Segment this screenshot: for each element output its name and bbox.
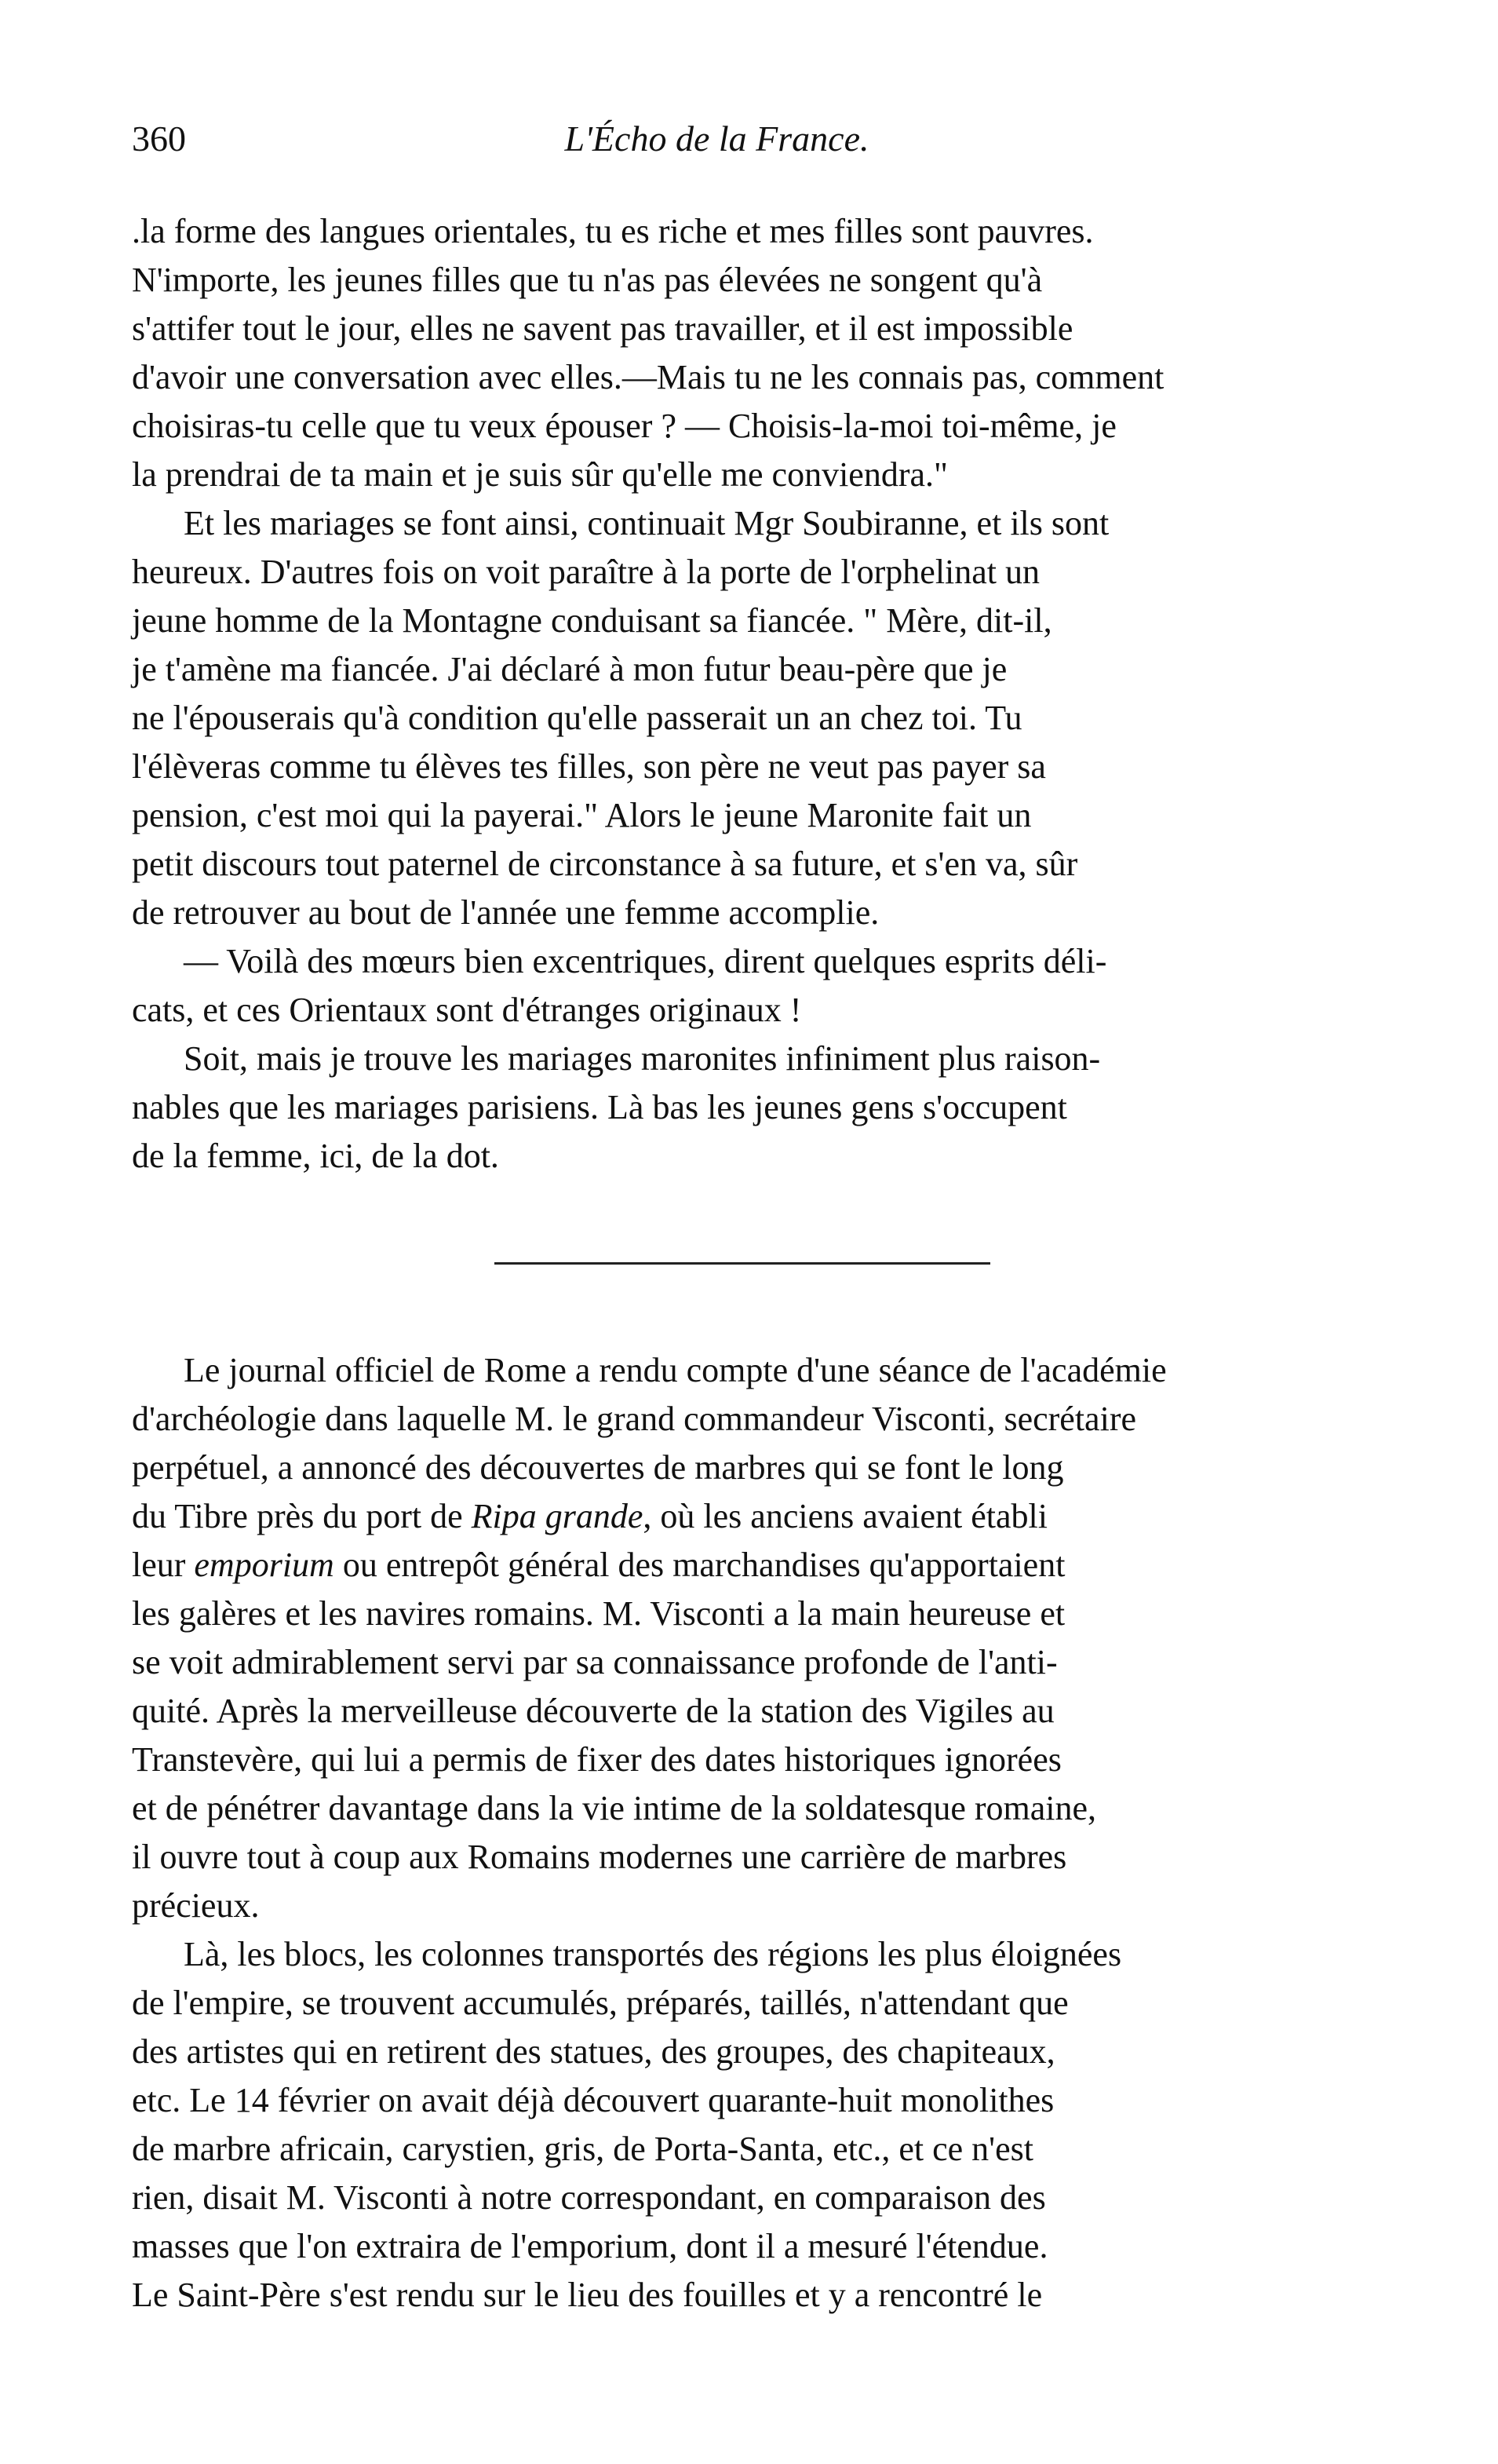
text-line: de la femme, ici, de la dot. (132, 1137, 499, 1175)
paragraph (132, 499, 1341, 937)
section-orphanage (132, 207, 1341, 1181)
text-line: d'archéologie dans laquelle M. le grand commandeur Visconti, secrétaire (132, 1400, 1136, 1438)
text-line: de retrouver au bout de l'année une femme accomplie. (132, 893, 880, 932)
text-line: l'élèveras comme tu élèves tes filles, son père ne veut pas payer sa (132, 747, 1046, 786)
italic-term: Ripa grande (471, 1497, 643, 1535)
text-line: Le journal officiel de Rome a rendu compte d'une séance de l'académie (184, 1351, 1167, 1389)
text-line: de marbre africain, carystien, gris, de Porta-Santa, etc., et ce n'est (132, 2130, 1033, 2168)
italic-term: emporium (194, 1546, 334, 1584)
text-line: quité. Après la merveilleuse découverte de la station des Vigiles au (132, 1692, 1055, 1730)
text-line: nables que les mariages parisiens. Là bas les jeunes gens s'occupent (132, 1088, 1067, 1126)
text-line: des artistes qui en retirent des statues, des groupes, des chapiteaux, (132, 2032, 1055, 2071)
text-line: je t'amène ma fiancée. J'ai déclaré à mon futur beau-père que je (132, 650, 1008, 688)
running-head (132, 118, 1341, 181)
text-line: Soit, mais je trouve les mariages maronites infiniment plus raison- (184, 1039, 1101, 1078)
paragraph (132, 1035, 1341, 1181)
section-rome-discoveries (132, 1346, 1341, 2320)
text-line: petit discours tout paternel de circonstance à sa future, et s'en va, sûr (132, 845, 1078, 883)
paragraph (132, 1930, 1341, 2320)
text-line: cats, et ces Orientaux sont d'étranges originaux ! (132, 991, 802, 1029)
page-number: 360 (132, 119, 186, 159)
text-line: pension, c'est moi qui la payerai." Alors le jeune Maronite fait un (132, 796, 1032, 834)
text-line: Là, les blocs, les colonnes transportés des régions les plus éloignées (184, 1935, 1122, 1973)
text-line: et de pénétrer davantage dans la vie intime de la soldatesque romaine, (132, 1789, 1097, 1827)
running-title: L'Écho de la France. (564, 119, 869, 159)
text-line: s'attifer tout le jour, elles ne savent pas travailler, et il est impossible (132, 309, 1073, 348)
text-line: Le Saint-Père s'est rendu sur le lieu des fouilles et y a rencontré le (132, 2276, 1043, 2314)
text-line: masses que l'on extraira de l'emporium, dont il a mesuré l'étendue. (132, 2227, 1048, 2265)
text-line: d'avoir une conversation avec elles.—Mais tu ne les connais pas, comment (132, 358, 1165, 396)
text-line: jeune homme de la Montagne conduisant sa fiancée. " Mère, dit-il, (132, 601, 1052, 640)
text-line: se voit admirablement servi par sa connaissance profonde de l'anti- (132, 1643, 1058, 1681)
text-line: ne l'épouserais qu'à condition qu'elle passerait un an chez toi. Tu (132, 699, 1022, 737)
paragraph (132, 937, 1341, 1035)
text-line: précieux. (132, 1886, 260, 1925)
text-line: heureux. D'autres fois on voit paraître à la porte de l'orphelinat un (132, 553, 1041, 591)
text-line: de l'empire, se trouvent accumulés, préparés, taillés, n'attendant que (132, 1984, 1069, 2022)
text-line: du Tibre près du port de Ripa grande, où les anciens avaient établi (132, 1497, 1048, 1535)
text-line: choisiras-tu celle que tu veux épouser ? — Choisis-la-moi toi-même, je (132, 407, 1117, 445)
text-line: il ouvre tout à coup aux Romains modernes une carrière de marbres (132, 1838, 1067, 1876)
text-line: la prendrai de ta main et je suis sûr qu'elle me conviendra." (132, 455, 948, 494)
text-line: etc. Le 14 février on avait déjà découvert quarante-huit monolithes (132, 2081, 1055, 2119)
paragraph (132, 1346, 1341, 1930)
paragraph (132, 207, 1341, 499)
text-line: Et les mariages se font ainsi, continuait Mgr Soubiranne, et ils sont (184, 504, 1110, 542)
text-line: les galères et les navires romains. M. Visconti a la main heureuse et (132, 1594, 1066, 1633)
text-line: rien, disait M. Visconti à notre correspondant, en comparaison des (132, 2178, 1046, 2217)
text-line: .la forme des langues orientales, tu es riche et mes filles sont pauvres. (132, 212, 1094, 250)
section-divider (494, 1262, 990, 1265)
text-line: Transtevère, qui lui a permis de fixer des dates historiques ignorées (132, 1740, 1062, 1779)
text-line: N'importe, les jeunes filles que tu n'as pas élevées ne songent qu'à (132, 261, 1043, 299)
text-line: — Voilà des mœurs bien excentriques, dirent quelques esprits déli- (184, 942, 1107, 980)
text-line: perpétuel, a annoncé des découvertes de marbres qui se font le long (132, 1448, 1064, 1487)
text-line: leur emporium ou entrepôt général des marchandises qu'apportaient (132, 1546, 1066, 1584)
